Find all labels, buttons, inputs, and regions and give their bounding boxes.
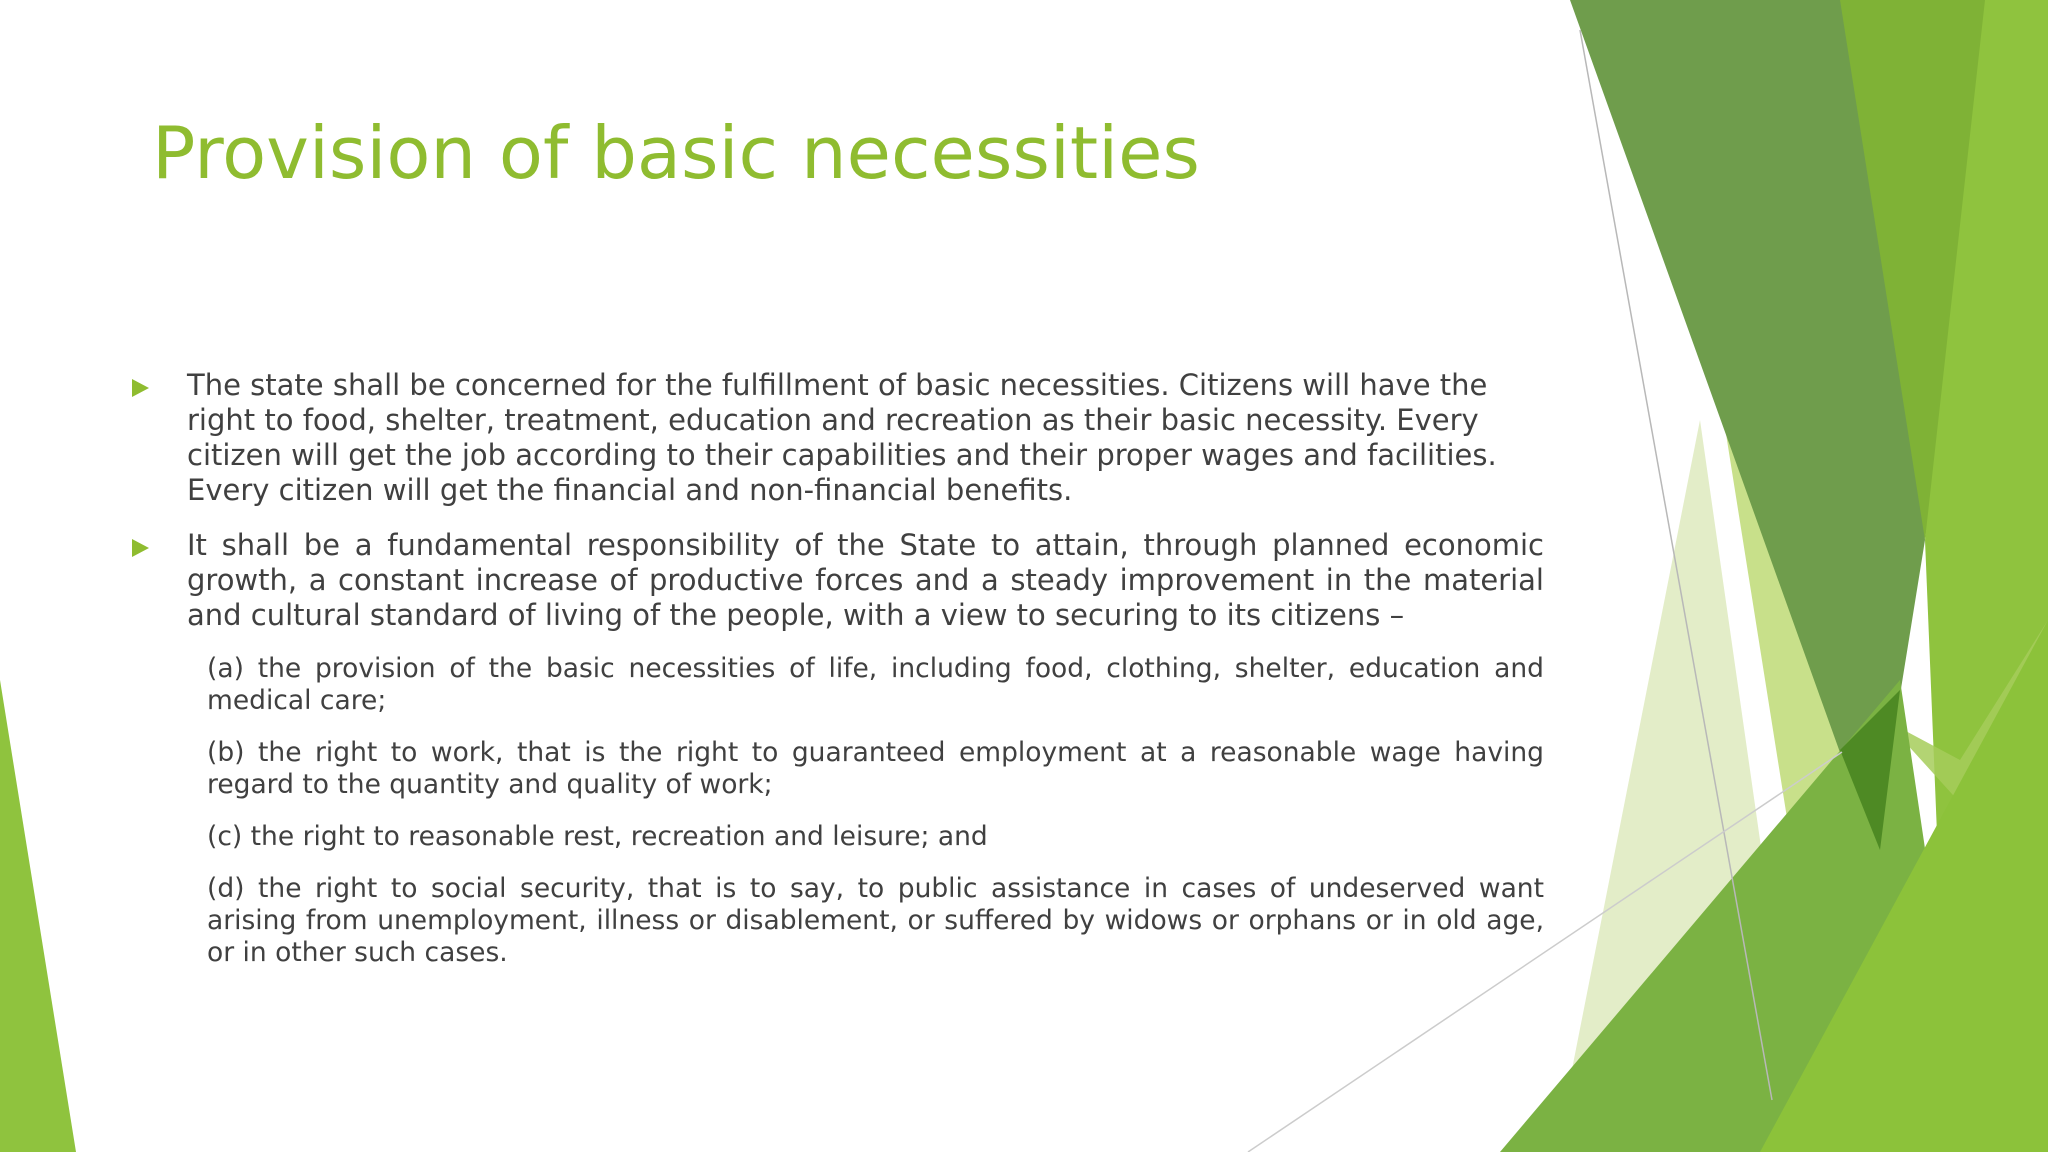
sub-item-b: (b) the right to work, that is the right to guaranteed employment at a reasonable wage having regard to the quantity and quality of work; [207,737,1544,800]
left-green-wedge [0,680,76,1152]
sub-item-c: (c) the right to reasonable rest, recreation and leisure; and [207,821,988,852]
bullet-item [128,368,1544,508]
triangle-right-icon [132,379,149,397]
bullet-text: The state shall be concerned for the fulfillment of basic necessities. Citizens will have the right to food, shelter, treatment, education and recreation as their basic necessity. Every citizen will get the job according to their capabilities and their proper wages and facilities. Every citizen will get the financial and non-financial benefits. [187,368,1497,507]
slide-content [128,368,1544,989]
bullet-text: It shall be a fundamental responsibility of the State to attain, through planned economic growth, a constant increase of productive forces and a steady improvement in the material and cultural standard of living of the people, with a view to securing to its citizens – [187,528,1544,632]
sub-item-d: (d) the right to social security, that is to say, to public assistance in cases of undeserved want arising from unemployment, illness or disablement, or suffered by widows or orphans or in old age, or in other such cases. [207,873,1544,968]
triangle-right-icon [132,539,149,557]
bullet-item [128,528,1544,633]
sub-item-a: (a) the provision of the basic necessities of life, including food, clothing, shelter, education and medical care; [207,653,1544,716]
slide-title: Provision of basic necessities [152,111,1200,195]
